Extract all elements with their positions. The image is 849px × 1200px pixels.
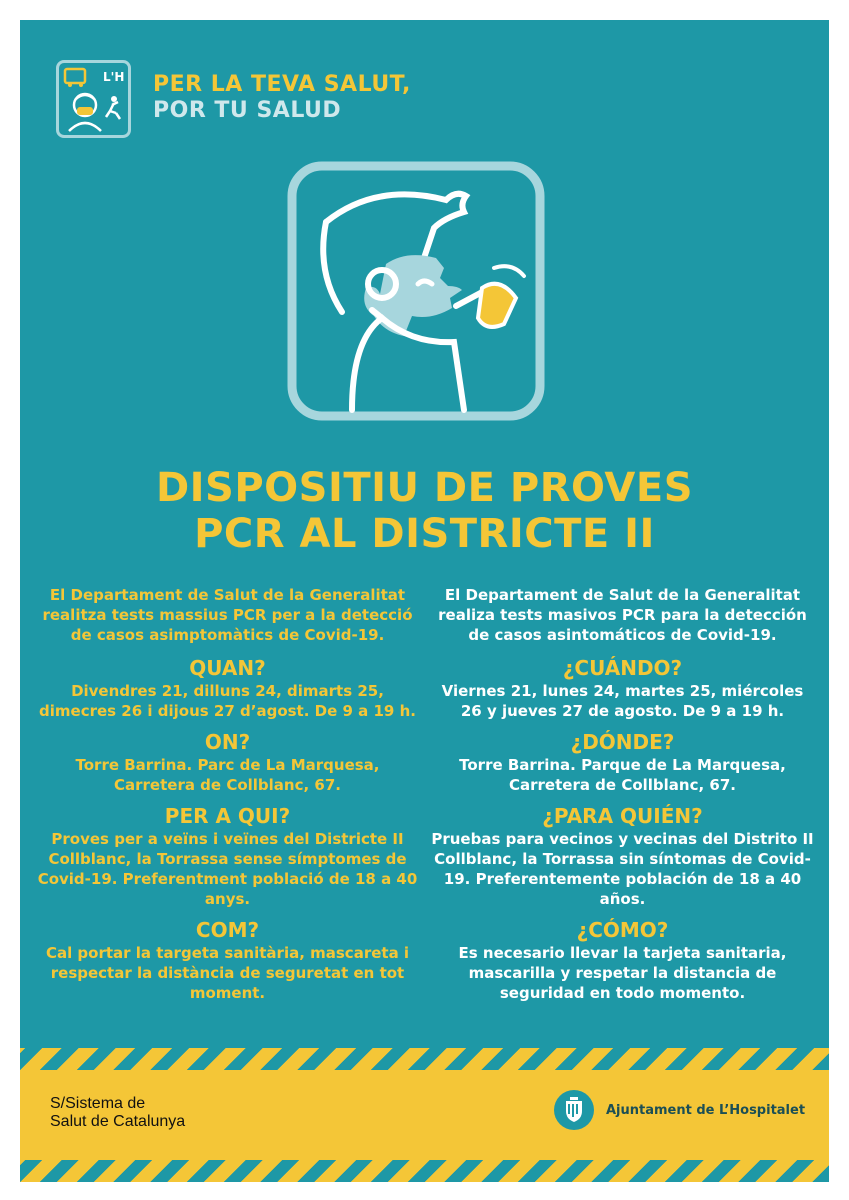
hazard-stripes-bottom (20, 1160, 829, 1182)
spanish-column (430, 585, 815, 1011)
footer (20, 1048, 829, 1182)
catalan-heading-how: COM? (195, 918, 260, 942)
spanish-intro: El Departament de Salut de la Generalitat realiza tests masivos PCR para la detección de casos asintomáticos de Covid-19. (438, 586, 807, 644)
catalan-text-when: Divendres 21, dilluns 24, dimarts 25, dimecres 26 i dijous 27 d’agost. De 9 a 19 h. (39, 682, 416, 720)
slogan-line-2: POR TU SALUD (153, 98, 342, 123)
slogan (153, 72, 411, 124)
title-line-2: PCR AL DISTRICTE II (194, 511, 655, 557)
page-title (20, 465, 829, 557)
ajuntament-label: Ajuntament de L’Hospitalet (606, 1102, 806, 1118)
pcr-swab-test-icon (286, 160, 546, 422)
catalan-heading-where: ON? (204, 730, 251, 754)
catalan-column (35, 585, 420, 1011)
sistema-salut-logo (50, 1095, 185, 1131)
catalan-heading-when: QUAN? (189, 656, 266, 680)
sistema-line-1: S/Sistema de (50, 1095, 146, 1112)
catalan-intro: El Departament de Salut de la Generalitat realitza tests massius PCR per a la detecció de casos asimptomàtics de Covid-19. (42, 586, 413, 644)
spanish-heading-when: ¿CUÁNDO? (562, 656, 683, 680)
catalan-text-who: Proves per a veïns i veïnes del Districte II Collblanc, la Torrassa sense símptomes de Covid-19. Preferentment població de 18 a 40 anys. (37, 830, 418, 908)
catalan-text-where: Torre Barrina. Parc de La Marquesa, Carretera de Collblanc, 67. (75, 756, 380, 794)
hazard-stripes-top (20, 1048, 829, 1070)
catalan-text-how: Cal portar la targeta sanitària, mascareta i respectar la distància de seguretat en tot moment. (45, 944, 410, 1002)
title-line-1: DISPOSITIU DE PROVES (155, 465, 694, 511)
svg-text:L'H: L'H (103, 70, 125, 84)
lh-logo-icon (56, 60, 131, 138)
spanish-text-who: Pruebas para vecinos y vecinas del Distrito II Collblanc, la Torrassa sin síntomas de Covid-19. Preferentemente población de 18 a 40 años. (431, 830, 814, 908)
spanish-text-when: Viernes 21, lunes 24, martes 25, miércoles 26 y jueves 27 de agosto. De 9 a 19 h. (441, 682, 804, 720)
catalan-heading-who: PER A QUI? (164, 804, 291, 828)
spanish-heading-how: ¿CÓMO? (576, 918, 669, 942)
hospitalet-seal-icon (554, 1090, 594, 1130)
spanish-text-where: Torre Barrina. Parque de La Marquesa, Carretera de Collblanc, 67. (459, 756, 786, 794)
slogan-line-1: PER LA TEVA SALUT, (153, 72, 411, 97)
poster (20, 20, 829, 1182)
ajuntament-logo (554, 1088, 805, 1132)
sistema-line-2: Salut de Catalunya (50, 1113, 186, 1130)
spanish-text-how: Es necesario llevar la tarjeta sanitaria, mascarilla y respetar la distancia de seguridad en todo momento. (458, 944, 787, 1002)
spanish-heading-who: ¿PARA QUIÉN? (542, 804, 703, 828)
spanish-heading-where: ¿DÓNDE? (570, 730, 675, 754)
